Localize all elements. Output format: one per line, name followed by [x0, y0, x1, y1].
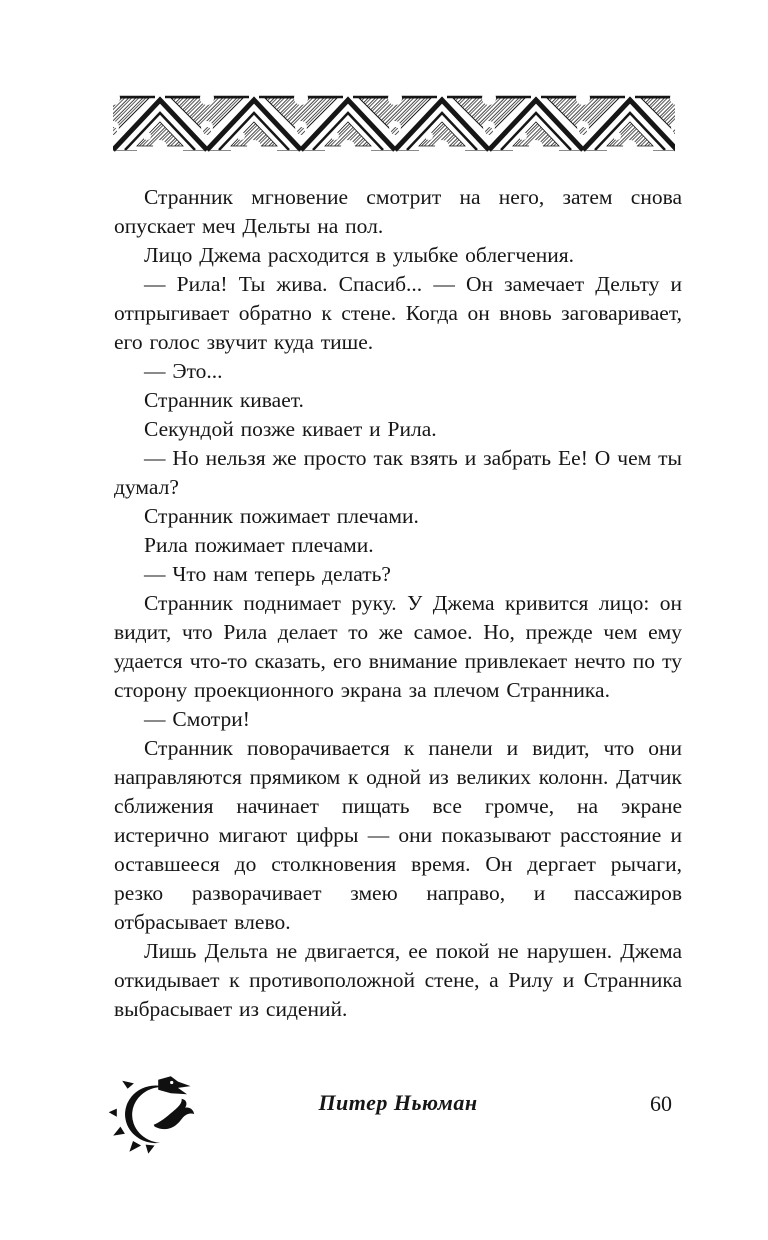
paragraph: Странник поворачивается к панели и видит, что они направляются прямиком к одной из великих колонн. Датчик сближения начинает пищать все громче, на экране истерично мигают цифры — они показывают расстояние и оставшееся до столкновения время. Он дергает рычаги, резко разворачивает змею направо, и пассажиров отбрасывает влево.: [114, 736, 682, 934]
paragraph: — Но нельзя же просто так взять и забрать Ее! О чем ты думал?: [114, 446, 682, 499]
paragraph: Странник пожимает плечами.: [144, 504, 419, 528]
paragraph: Странник мгновение смотрит на него, затем снова опускает меч Дельты на пол.: [114, 185, 682, 238]
paragraph: — Что нам теперь делать?: [144, 562, 391, 586]
paragraph: Секундой позже кивает и Рила.: [144, 417, 437, 441]
paragraph: — Это...: [144, 359, 223, 383]
running-title-author: Питер Ньюман: [318, 1090, 478, 1115]
paragraph: Странник поднимает руку. У Джема кривится лицо: он видит, что Рила делает то же самое. Но, прежде чем ему удается что-то сказать, его внимание привлекает нечто по ту сторону проекционного экрана за плечом Странника.: [114, 591, 682, 702]
zigzag-border-icon: [113, 94, 675, 152]
paragraph: Странник кивает.: [144, 388, 304, 412]
page-number: 60: [650, 1091, 672, 1116]
paragraph: Рила пожимает плечами.: [144, 533, 374, 557]
paragraph: Лишь Дельта не двигается, ее покой не нарушен. Джема откидывает к противоположной стене, а Рилу и Странника выбрасывает из сидений.: [114, 939, 682, 1021]
paragraph: — Рила! Ты жива. Спасиб... — Он замечает Дельту и отпрыгивает обратно к стене. Когда он вновь заговаривает, его голос звучит куда тише.: [114, 272, 682, 354]
page-text: [114, 183, 682, 1024]
paragraph: Лицо Джема расходится в улыбке облегчения.: [144, 243, 575, 267]
paragraph: — Смотри!: [144, 707, 250, 731]
